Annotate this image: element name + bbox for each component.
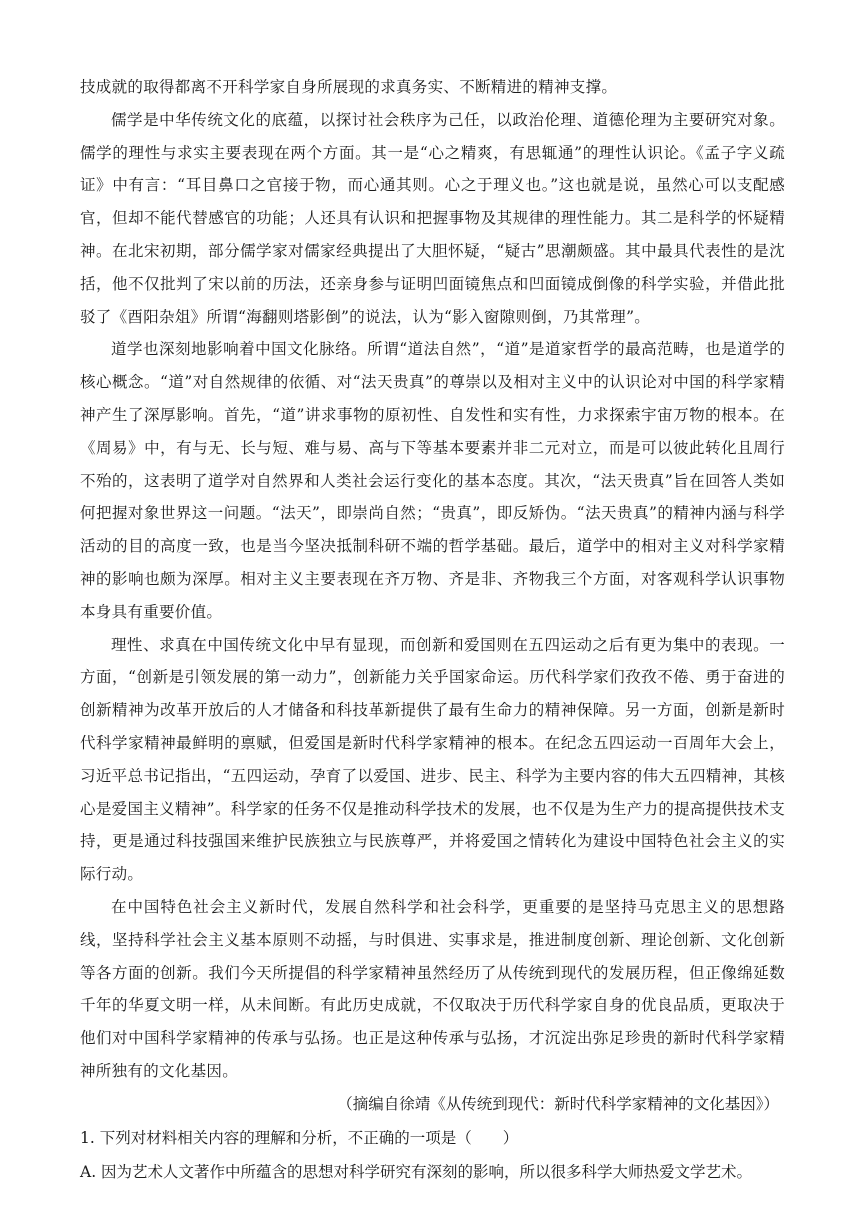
- paragraph-innovation-patriotism: 理性、求真在中国传统文化中早有显现，而创新和爱国则在五四运动之后有更为集中的表现。一方面，“创新是引领发展的第一动力”，创新能力关乎国家命运。历代科学家们孜孜不倦、勇于奋进的创新精神为改革开放后的人才储备和科技革新提供了最有生命力的精神保障。另一方面，创新是新时代科学家精神最鲜明的禀赋，但爱国是新时代科学家精神的根本。在纪念五四运动一百周年大会上，习近平总书记指出，“五四运动，孕育了以爱国、进步、民主、科学为主要内容的伟大五四精神，其核心是爱国主义精神”。科学家的任务不仅是推动科学技术的发展，也不仅是为生产力的提高提供技术支持，更是通过科技强国来维护民族独立与民族尊严，并将爱国之情转化为建设中国特色社会主义的实际行动。: [80, 635, 785, 884]
- paragraph-new-era: 在中国特色社会主义新时代，发展自然科学和社会科学，更重要的是坚持马克思主义的思想路线，坚持科学社会主义基本原则不动摇，与时俱进、实事求是，推进制度创新、理论创新、文化创新等各方面的创新。我们今天所提倡的科学家精神虽然经历了从传统到现代的发展历程，但正像绵延数千年的华夏文明一样，从未间断。有此历史成就，不仅取决于历代科学家自身的优良品质，更取决于他们对中国科学家精神的传承与弘扬。也正是这种传承与弘扬，才沉淀出弥足珍贵的新时代科学家精神所独有的文化基因。: [80, 897, 785, 1080]
- paragraph-continuation: 技成就的取得都离不开科学家自身所展现的求真务实、不断精进的精神支撑。: [80, 78, 618, 96]
- question-1: 1. 下列对材料相关内容的理解和分析，不正确的一项是（ ）: [80, 1128, 519, 1147]
- option-a: A. 因为艺术人文著作中所蕴含的思想对科学研究有深刻的影响，所以很多科学大师热爱文学艺术。: [80, 1162, 753, 1181]
- source-citation: （摘编自徐靖《从传统到现代：新时代科学家精神的文化基因》）: [337, 1094, 779, 1113]
- paragraph-confucianism: 儒学是中华传统文化的底蕴，以探讨社会秩序为己任，以政治伦理、道德伦理为主要研究对象。儒学的理性与求实主要表现在两个方面。其一是“心之精爽，有思辄通”的理性认识论。《孟子字义疏证》中有言：“耳目鼻口之官接于物，而心通其则。心之于理义也。”这也就是说，虽然心可以支配感官，但却不能代替感官的功能；人还具有认识和把握事物及其规律的理性能力。其二是科学的怀疑精神。在北宋初期，部分儒学家对儒家经典提出了大胆怀疑，“疑古”思潮颇盛。其中最具代表性的是沈括，他不仅批判了宋以前的历法，还亲身参与证明凹面镜焦点和凹面镜成倒像的科学实验，并借此批驳了《酉阳杂俎》所谓“海翻则塔影倒”的说法，认为“影入窗隙则倒，乃其常理”。: [80, 110, 785, 326]
- paragraph-taoism: 道学也深刻地影响着中国文化脉络。所谓“道法自然”，“道”是道家哲学的最高范畴，也是道学的核心概念。“道”对自然规律的依循、对“法天贵真”的尊崇以及相对主义中的认识论对中国的科学家精神产生了深厚影响。首先，“道”讲求事物的原初性、自发性和实有性，力求探索宇宙万物的根本。在《周易》中，有与无、长与短、难与易、高与下等基本要素并非二元对立，而是可以彼此转化且周行不殆的，这表明了道学对自然界和人类社会运行变化的基本态度。其次，“法天贵真”旨在回答人类如何把握对象世界这一问题。“法天”，即崇尚自然；“贵真”，即反矫伪。“法天贵真”的精神内涵与科学活动的目的高度一致，也是当今坚决抵制科研不端的哲学基础。最后，道学中的相对主义对科学家精神的影响也颇为深厚。相对主义主要表现在齐万物、齐是非、齐物我三个方面，对客观科学认识事物本身具有重要价值。: [80, 340, 785, 621]
